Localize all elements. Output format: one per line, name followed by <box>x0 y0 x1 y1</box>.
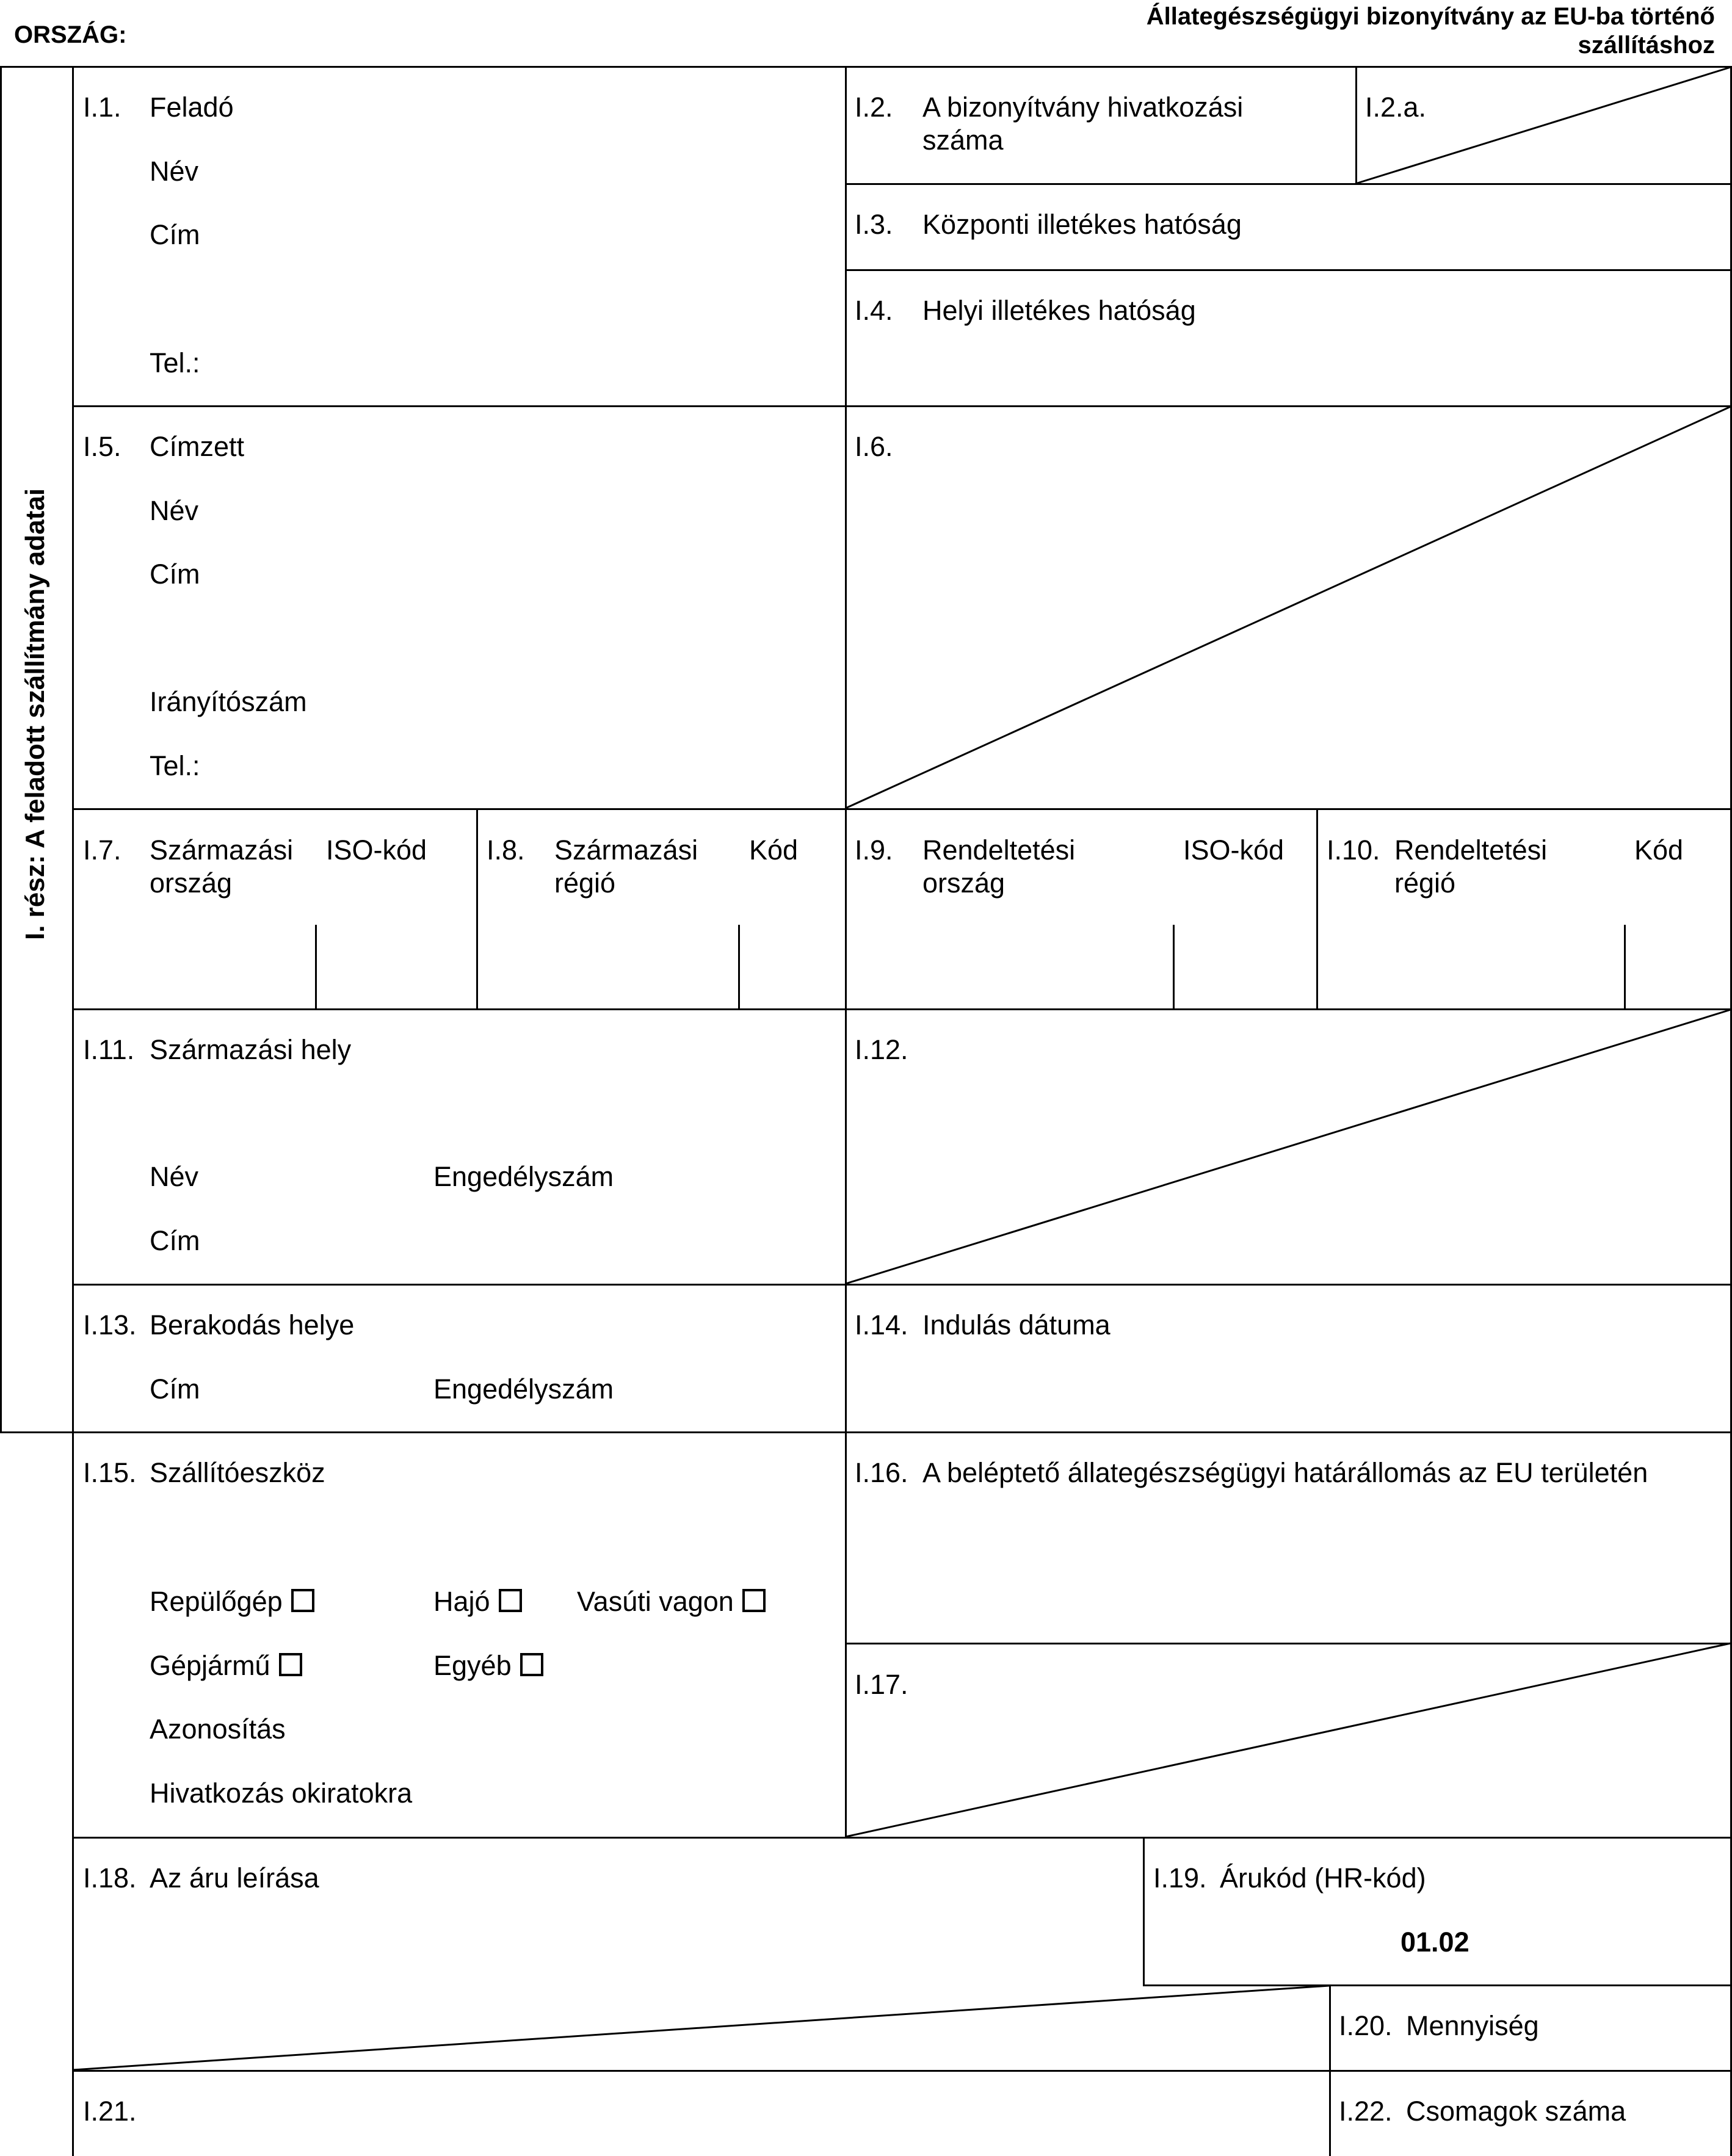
other-label: Egyéb <box>433 1650 512 1681</box>
field-number: I.9. <box>855 834 893 866</box>
aeroplane-option[interactable] <box>150 1585 314 1618</box>
aeroplane-label: Repülőgép <box>150 1586 283 1617</box>
field-title: Helyi illetékes hatóság <box>922 295 1196 326</box>
field-number: I.16. <box>855 1457 908 1488</box>
address-label: Cím <box>150 1225 200 1256</box>
field-title: Berakodás helye <box>150 1309 355 1340</box>
field-title-line1: A bizonyítvány hivatkozási <box>922 92 1244 123</box>
field-title-line2: ország <box>150 867 233 899</box>
other-option[interactable] <box>433 1649 543 1682</box>
documentary-references-label: Hivatkozás okiratokra <box>150 1778 413 1809</box>
commodity-code-value: 01.02 <box>1400 1926 1469 1958</box>
railway-option[interactable] <box>577 1585 766 1618</box>
field-number: I.8. <box>487 834 525 866</box>
field-title-line1: Származási <box>554 834 698 866</box>
field-title: Szállítóeszköz <box>150 1457 325 1488</box>
field-i21-number: I.21. <box>83 2096 137 2127</box>
approval-number-label: Engedélyszám <box>433 1161 614 1192</box>
road-vehicle-checkbox[interactable] <box>279 1653 302 1676</box>
other-checkbox[interactable] <box>520 1653 543 1676</box>
field-title-line1: Rendeltetési <box>922 834 1076 866</box>
field-title: Mennyiség <box>1406 2010 1539 2041</box>
aeroplane-checkbox[interactable] <box>291 1589 314 1612</box>
field-number: I.13. <box>83 1309 137 1340</box>
field-title-line1: Származási <box>150 834 294 866</box>
field-number: I.14. <box>855 1309 908 1340</box>
field-title-line1: Rendeltetési <box>1394 834 1548 866</box>
field-number: I.22. <box>1339 2096 1393 2127</box>
postcode-label: Irányítószám <box>150 686 307 717</box>
field-title: Csomagok száma <box>1406 2096 1626 2127</box>
road-vehicle-label: Gépjármű <box>150 1650 270 1681</box>
field-number: I.4. <box>855 295 893 326</box>
field-number: I.19. <box>1153 1862 1207 1894</box>
tel-label: Tel.: <box>150 347 200 378</box>
code-label: Kód <box>1634 834 1684 866</box>
name-label: Név <box>150 1161 199 1192</box>
field-number: I.20. <box>1339 2010 1393 2041</box>
certificate-title-line2: szállításhoz <box>1578 32 1715 59</box>
part-one-side-label: I. rész: A feladott szállítmány adatai <box>20 488 50 941</box>
name-label: Név <box>150 156 199 187</box>
field-title: Indulás dátuma <box>922 1309 1111 1340</box>
field-i17-number: I.17. <box>855 1669 908 1700</box>
field-i2a-number: I.2.a. <box>1365 92 1427 123</box>
identification-label: Azonosítás <box>150 1713 286 1745</box>
railway-checkbox[interactable] <box>742 1589 766 1612</box>
iso-code-label: ISO-kód <box>326 834 427 866</box>
field-number: I.7. <box>83 834 121 866</box>
railway-label: Vasúti vagon <box>577 1586 734 1617</box>
field-title-line2: száma <box>922 125 1004 156</box>
field-number: I.10. <box>1327 834 1380 866</box>
field-title: Címzett <box>150 431 245 462</box>
field-number: I.3. <box>855 209 893 240</box>
tel-label: Tel.: <box>150 750 200 781</box>
field-title-line2: régió <box>1394 867 1456 899</box>
field-title-line2: régió <box>554 867 616 899</box>
iso-code-label: ISO-kód <box>1183 834 1285 866</box>
certificate-title-line1: Állategészségügyi bizonyítvány az EU-ba történő <box>1146 3 1715 30</box>
field-number: I.5. <box>83 431 121 462</box>
field-number: I.1. <box>83 92 121 123</box>
name-label: Név <box>150 495 199 526</box>
field-title: Árukód (HR-kód) <box>1220 1862 1426 1894</box>
field-title-line2: ország <box>922 867 1006 899</box>
field-i6-number: I.6. <box>855 431 893 462</box>
field-number: I.15. <box>83 1457 137 1488</box>
field-title: Az áru leírása <box>150 1862 319 1894</box>
field-title: Központi illetékes hatóság <box>922 209 1242 240</box>
code-label: Kód <box>749 834 799 866</box>
country-label: ORSZÁG: <box>14 21 127 48</box>
field-title: A beléptető állategészségügyi határállomás az EU területén <box>922 1457 1648 1488</box>
address-label: Cím <box>150 1373 200 1405</box>
field-title: Feladó <box>150 92 234 123</box>
road-vehicle-option[interactable] <box>150 1649 302 1682</box>
ship-checkbox[interactable] <box>499 1589 522 1612</box>
field-number: I.18. <box>83 1862 137 1894</box>
address-label: Cím <box>150 559 200 590</box>
approval-number-label: Engedélyszám <box>433 1373 614 1405</box>
ship-option[interactable] <box>433 1585 522 1618</box>
field-title: Származási hely <box>150 1034 352 1065</box>
field-number: I.2. <box>855 92 893 123</box>
ship-label: Hajó <box>433 1586 490 1617</box>
field-i12-number: I.12. <box>855 1034 908 1065</box>
address-label: Cím <box>150 219 200 250</box>
field-number: I.11. <box>83 1034 135 1065</box>
